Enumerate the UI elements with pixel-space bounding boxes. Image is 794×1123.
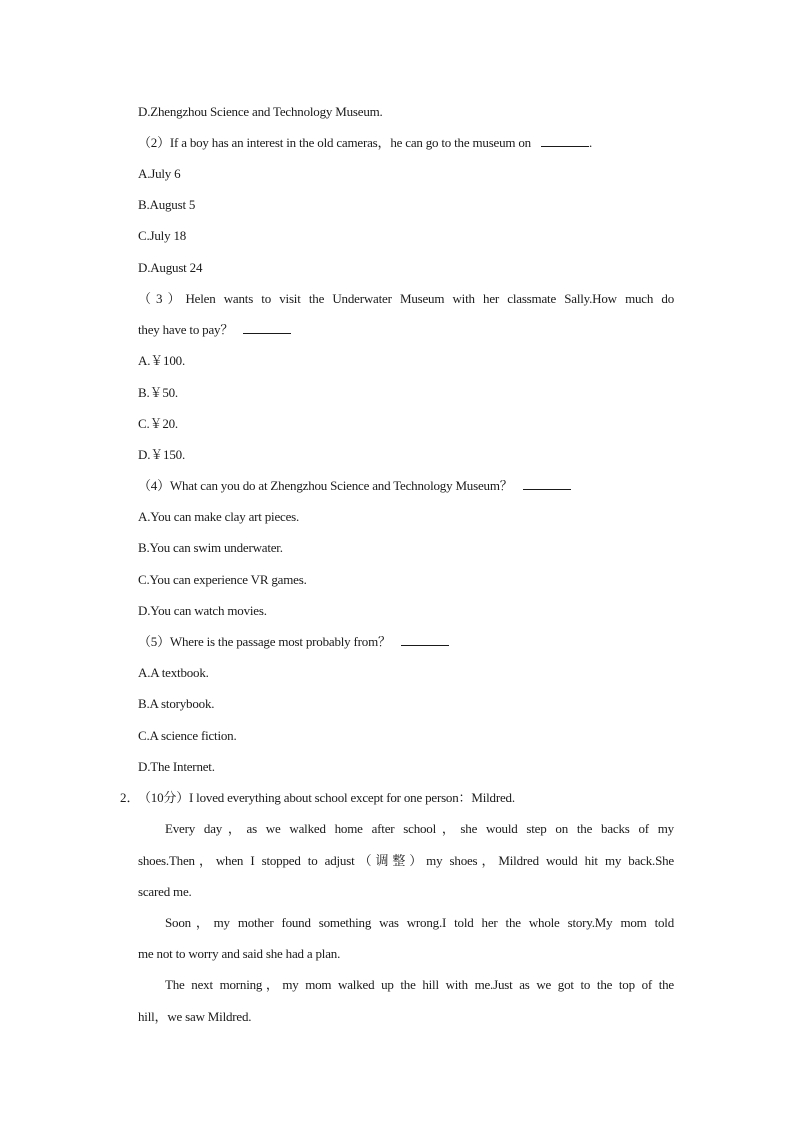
q1-sub5-stem-text: （5）Where is the passage most probably from？ bbox=[138, 634, 391, 649]
q1-sub2-option-c: C.July 18 bbox=[138, 228, 187, 243]
q2-p3-line1: The next morning，my mom walked up the hill with me.Just as we got to the top of the bbox=[165, 977, 674, 992]
q2-p2-line1: Soon，my mother found something was wrong.I told her the whole story.My mom told bbox=[165, 915, 674, 930]
q1-sub4-option-b: B.You can swim underwater. bbox=[138, 540, 283, 555]
q1-sub2-option-a: A.July 6 bbox=[138, 166, 181, 181]
q2-p1-line1: Every day，as we walked home after school，she would step on the backs of my bbox=[165, 821, 674, 836]
q1-sub2-stem-tail: . bbox=[588, 135, 593, 150]
q1-sub5-stem bbox=[138, 634, 449, 650]
q1-sub3-option-b: B.￥50. bbox=[138, 385, 178, 400]
answer-blank[interactable] bbox=[541, 135, 589, 147]
q1-sub3-option-c: C.￥20. bbox=[138, 416, 178, 431]
q1-sub3-stem-line1: （3）Helen wants to visit the Underwater Museum with her classmate Sally.How much do bbox=[138, 291, 674, 306]
q1-sub5-option-c: C.A science fiction. bbox=[138, 728, 237, 743]
q2-number: 2． bbox=[120, 790, 140, 805]
q1-sub2-option-b: B.August 5 bbox=[138, 197, 196, 212]
q1-sub2-stem bbox=[138, 135, 592, 151]
q1-sub3-stem-line2 bbox=[138, 322, 291, 338]
q1-sub1-option-d: D.Zhengzhou Science and Technology Museum. bbox=[138, 104, 383, 119]
q1-sub4-stem bbox=[138, 478, 571, 494]
q1-sub2-option-d: D.August 24 bbox=[138, 260, 203, 275]
q1-sub4-option-a: A.You can make clay art pieces. bbox=[138, 509, 300, 524]
q1-sub5-option-d: D.The Internet. bbox=[138, 759, 215, 774]
q1-sub4-option-d: D.You can watch movies. bbox=[138, 603, 267, 618]
q2-p1-line3: scared me. bbox=[138, 884, 192, 899]
q1-sub5-option-b: B.A storybook. bbox=[138, 696, 215, 711]
q1-sub3-option-a: A.￥100. bbox=[138, 353, 185, 368]
answer-blank[interactable] bbox=[523, 478, 571, 490]
q1-sub2-stem-text: （2）If a boy has an interest in the old cameras，he can go to the museum on bbox=[138, 135, 531, 150]
q2-p3-line2: hill，we saw Mildred. bbox=[138, 1009, 252, 1024]
answer-blank[interactable] bbox=[401, 634, 449, 646]
q1-sub4-option-c: C.You can experience VR games. bbox=[138, 572, 307, 587]
q2-p2-line2: me not to worry and said she had a plan. bbox=[138, 946, 341, 961]
q1-sub5-option-a: A.A textbook. bbox=[138, 665, 209, 680]
q2-header: （10分）I loved everything about school except for one person：Mildred. bbox=[138, 790, 515, 805]
q1-sub3-stem-line2-text: they have to pay？ bbox=[138, 322, 234, 337]
q1-sub4-stem-text: （4）What can you do at Zhengzhou Science and Technology Museum？ bbox=[138, 478, 513, 493]
q1-sub3-option-d: D.￥150. bbox=[138, 447, 185, 462]
q2-p1-line2: shoes.Then，when I stopped to adjust（调整）my shoes，Mildred would hit my back.She bbox=[138, 853, 674, 868]
answer-blank[interactable] bbox=[243, 322, 291, 334]
